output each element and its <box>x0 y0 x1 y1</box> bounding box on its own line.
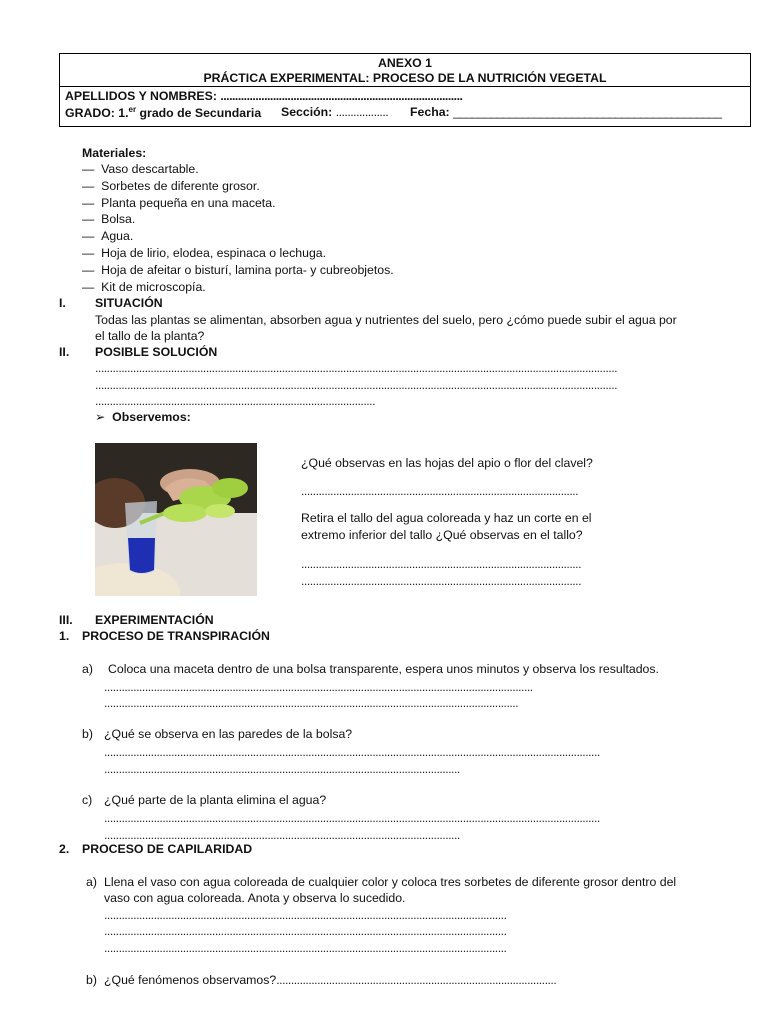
dash-marker: — <box>82 263 95 277</box>
answer-line[interactable]: .......................................................................................................................... <box>104 762 460 776</box>
subsection-number: 1. <box>59 629 70 643</box>
answer-line[interactable]: ................................................................................................ <box>301 557 581 571</box>
grade-text: grado de Secundaria <box>136 106 262 121</box>
answer-line[interactable]: ................................................................................................ <box>276 973 557 987</box>
date-label: Fecha: <box>410 105 450 119</box>
section-field[interactable] <box>281 105 388 119</box>
material-item <box>82 246 326 260</box>
answer-line[interactable]: ................................................................................................................................................................................... <box>95 361 618 375</box>
practice-title: PRÁCTICA EXPERIMENTAL: PROCESO DE LA NUTRICIÓN VEGETAL <box>203 71 607 85</box>
material-item-text: Bolsa. <box>101 212 136 226</box>
solucion-title: POSIBLE SOLUCIÓN <box>95 345 218 359</box>
item-label: a) <box>86 875 97 889</box>
capilaridad-title: PROCESO DE CAPILARIDAD <box>82 842 253 856</box>
section-label: Sección: <box>281 105 333 119</box>
celery-experiment-photo <box>95 443 257 596</box>
dash-marker: — <box>82 162 95 176</box>
annex-label: ANEXO 1 <box>378 56 432 70</box>
material-item <box>82 229 133 243</box>
grade-label: GRADO: 1. <box>65 106 129 121</box>
material-item <box>82 212 135 226</box>
material-item-text: Kit de microscopía. <box>101 280 206 294</box>
grade-superscript: er <box>128 105 137 114</box>
situacion-title: SITUACIÓN <box>95 296 163 310</box>
materials-title: Materiales: <box>82 146 147 160</box>
situacion-text: el tallo de la planta? <box>95 329 205 343</box>
item-question: ¿Qué fenómenos observamos? <box>104 973 277 987</box>
answer-line[interactable]: .......................................................................................................................................................................... <box>104 745 600 759</box>
subsection-number: 2. <box>59 842 70 856</box>
answer-line[interactable]: .......................................................................................................................................... <box>104 908 507 922</box>
item-label: c) <box>82 793 93 807</box>
dash-marker: — <box>82 179 95 193</box>
material-item <box>82 263 394 277</box>
answer-line[interactable]: ................................................................................................................................................................................... <box>95 378 618 392</box>
dash-marker: — <box>82 212 95 226</box>
answer-line[interactable]: .......................................................................................................................................................................... <box>104 811 600 825</box>
material-item-text: Sorbetes de diferente grosor. <box>101 179 260 193</box>
observemos-heading <box>95 410 191 424</box>
answer-line[interactable]: ................................................................................................ <box>95 394 375 408</box>
material-item-text: Agua. <box>101 229 134 243</box>
header-divider <box>60 86 750 87</box>
answer-line[interactable]: .......................................................................................................................................... <box>104 941 507 955</box>
material-item-text: Planta pequeña en una maceta. <box>101 196 276 210</box>
answer-line[interactable]: .......................................................................................................................... <box>104 828 460 842</box>
item-text: ¿Qué parte de la planta elimina el agua? <box>104 793 327 807</box>
item-text: Llena el vaso con agua coloreada de cualquier color y coloca tres sorbetes de diferente grosor dentro del <box>104 875 677 889</box>
material-item <box>82 179 260 193</box>
material-item <box>82 162 199 176</box>
names-dots: ................................................................................... <box>220 89 463 103</box>
item-text: ¿Qué se observa en las paredes de la bolsa? <box>104 727 353 741</box>
question-leaves: ¿Qué observas en las hojas del apio o flor del clavel? <box>301 456 593 470</box>
answer-line[interactable]: ................................................................................................................................................... <box>104 680 533 694</box>
transpiracion-title: PROCESO DE TRANSPIRACIÓN <box>82 629 270 643</box>
question-stem: Retira el tallo del agua coloreada y haz un corte en el <box>301 511 592 525</box>
date-field[interactable] <box>410 105 721 119</box>
answer-line[interactable]: .......................................................................................................................................... <box>104 924 507 938</box>
student-info-box <box>59 53 751 127</box>
section-number: I. <box>59 296 66 310</box>
section-number: III. <box>59 613 73 627</box>
dash-marker: — <box>82 280 95 294</box>
dash-marker: — <box>82 246 95 260</box>
answer-line[interactable]: ................................................................................................ <box>301 574 581 588</box>
dash-marker: — <box>82 229 95 243</box>
observemos-label: Observemos: <box>112 410 191 424</box>
material-item-text: Vaso descartable. <box>101 162 199 176</box>
names-field[interactable] <box>65 89 462 103</box>
material-item-text: Hoja de lirio, elodea, espinaca o lechuga. <box>101 246 327 260</box>
material-item <box>82 196 275 210</box>
item-label: b) <box>86 973 97 987</box>
dash-marker: — <box>82 196 95 210</box>
arrow-bullet-icon: ➢ <box>95 410 106 424</box>
material-item <box>82 280 206 294</box>
names-label: APELLIDOS Y NOMBRES: <box>65 89 217 103</box>
date-line: ___________________________________________ <box>453 105 722 119</box>
celery-photo-illustration <box>95 443 257 596</box>
item-label: a) <box>82 662 93 676</box>
grade-field <box>65 105 261 120</box>
item-label: b) <box>82 727 93 741</box>
situacion-text: Todas las plantas se alimentan, absorben agua y nutrientes del suelo, pero ¿cómo puede subir el agua por <box>95 313 677 327</box>
section-number: II. <box>59 345 70 359</box>
question-stem: extremo inferior del tallo ¿Qué observas en el tallo? <box>301 528 583 542</box>
answer-line[interactable]: ............................................................................................... <box>301 484 579 498</box>
section-dots: .................. <box>335 105 389 119</box>
answer-line[interactable]: .............................................................................................................................................. <box>104 696 519 710</box>
item-text: vaso con agua coloreada. Anota y observa lo sucedido. <box>104 891 406 905</box>
experimentacion-title: EXPERIMENTACIÓN <box>95 613 214 627</box>
material-item-text: Hoja de afeitar o bisturí, lamina porta- y cubreobjetos. <box>101 263 394 277</box>
item-text: Coloca una maceta dentro de una bolsa transparente, espera unos minutos y observa los resultados. <box>108 662 659 676</box>
item-text <box>104 973 556 987</box>
